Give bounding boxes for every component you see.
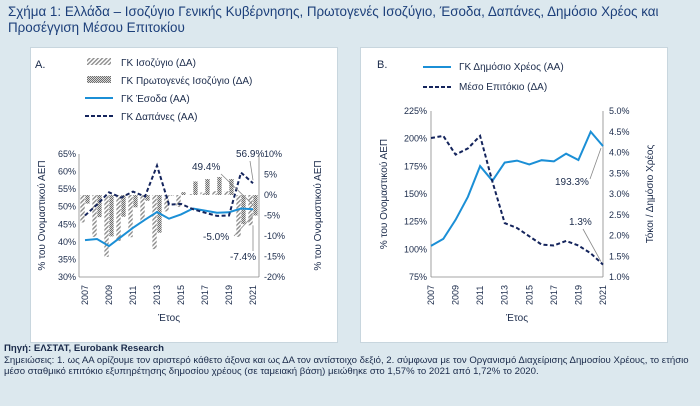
bar-balance-2007 xyxy=(80,195,84,222)
legend-label-rate: Μέσο Επιτόκιο (ΔΑ) xyxy=(459,82,548,93)
y-tick-right: -10% xyxy=(264,231,286,241)
y-tick-left: 150% xyxy=(403,189,427,199)
x-tick-2015: 2015 xyxy=(524,284,535,305)
panel-label: B. xyxy=(377,59,388,71)
bar-primary-2008 xyxy=(97,195,101,217)
y-tick-right: 3.5% xyxy=(609,168,630,179)
x-tick-2009: 2009 xyxy=(104,284,114,305)
y-tick-left: 75% xyxy=(408,272,427,282)
x-tick-2021: 2021 xyxy=(598,284,608,305)
y-tick-left: 60% xyxy=(57,166,76,177)
y-tick-left: 125% xyxy=(403,216,427,227)
y-tick-right: 0% xyxy=(264,190,278,200)
x-tick-2013: 2013 xyxy=(499,284,510,305)
annotation-leader-rate xyxy=(583,229,601,262)
y-tick-left: 55% xyxy=(57,184,76,195)
bar-balance-2008 xyxy=(92,195,96,237)
y-tick-left: 200% xyxy=(403,133,427,144)
x-tick-2011: 2011 xyxy=(128,285,138,305)
y-tick-right: 1.0% xyxy=(609,272,630,282)
chart-panel-b xyxy=(360,47,668,343)
legend-label-debt: ΓΚ Δημόσιο Χρέος (ΑΑ) xyxy=(459,62,564,73)
bar-primary-2009 xyxy=(109,195,113,236)
x-tick-2019: 2019 xyxy=(573,284,584,305)
y-tick-left: 45% xyxy=(57,219,76,230)
x-tick-2011: 2011 xyxy=(475,285,486,305)
legend-label-revenue: ΓΚ Έσοδα (ΑΑ) xyxy=(121,94,190,105)
y-tick-left: 35% xyxy=(57,254,76,265)
chart-a-svg xyxy=(31,48,337,342)
y-tick-right: -5% xyxy=(264,210,281,221)
figure-footer xyxy=(4,343,696,378)
bar-primary-2007 xyxy=(85,195,89,204)
legend-swatch-balance xyxy=(87,58,111,65)
bar-primary-2019 xyxy=(229,179,233,195)
x-tick-2017: 2017 xyxy=(548,284,559,305)
legend-label-primary: ΓΚ Πρωτογενές Ισοζύγιο (ΔΑ) xyxy=(121,76,253,87)
bar-primary-2015 xyxy=(181,192,185,195)
x-tick-2009: 2009 xyxy=(450,284,461,305)
notes-text: Σημειώσεις: 1. ως ΑΑ ορίζουμε τον αριστερό κάθετο άξονα και ως ΔΑ τον αντίστοιχο δεξιό, 2. σύμφωνα με τον Οργανισμό Διαχείρισης Δημοσίου Χρέους, το ετήσιο μέσο σταθμικό επιτόκιο εξυπηρέτησης δημοσίου χρέους (σε ταμειακή βάση) μειώθηκε στο 1,57% το 2021 από 1,72% το 2020. xyxy=(4,354,689,378)
bar-balance-2015 xyxy=(176,195,180,207)
bar-primary-2014 xyxy=(169,195,173,196)
y-axis-title-right: % του Ονομαστικού ΑΕΠ xyxy=(313,160,324,271)
bar-primary-2021 xyxy=(253,195,257,216)
bar-balance-2013 xyxy=(152,195,156,249)
x-axis-title: Έτος xyxy=(157,313,181,324)
bar-primary-2010 xyxy=(121,195,125,217)
y-tick-right: 5% xyxy=(264,169,278,180)
panel-label: A. xyxy=(35,59,46,71)
annotation-leader-debt xyxy=(590,148,601,179)
bar-balance-2017 xyxy=(200,193,204,195)
y-axis-title-left: % του Ονομαστικού ΑΕΠ xyxy=(37,160,48,271)
y-tick-right: 1.5% xyxy=(609,251,630,262)
y-tick-right: 10% xyxy=(264,149,283,159)
bar-primary-2016 xyxy=(193,181,197,195)
y-tick-left: 50% xyxy=(57,201,76,212)
y-tick-right: -15% xyxy=(264,251,286,262)
annotation-leader-expenditure xyxy=(250,161,253,180)
annotation-revenue-2021: 49.4% xyxy=(192,162,221,173)
bar-balance-2012 xyxy=(140,195,144,222)
y-tick-right: 4.0% xyxy=(609,147,630,158)
x-tick-2013: 2013 xyxy=(152,284,162,305)
bar-primary-2017 xyxy=(205,179,209,195)
y-tick-left: 175% xyxy=(403,161,427,172)
y-tick-left: 40% xyxy=(57,236,76,247)
annotation-expenditure-2021: 56.9% xyxy=(236,149,265,160)
bar-balance-2018 xyxy=(212,191,216,195)
x-axis-title: Έτος xyxy=(505,313,529,324)
y-tick-left: 100% xyxy=(403,244,427,255)
bar-balance-2021 xyxy=(248,195,252,225)
annotation-rate-2021: 1.3% xyxy=(569,217,592,228)
y-axis-title-right: Τόκοι / Δημόσιο Χρέος xyxy=(645,144,656,244)
source-note: Πηγή: ΕΛΣΤΑΤ, Eurobank Research xyxy=(4,343,164,354)
y-tick-right: -20% xyxy=(264,272,286,282)
x-tick-2015: 2015 xyxy=(176,284,186,305)
y-tick-right: 2.0% xyxy=(609,230,630,241)
annotation-balance-2021: -7.4% xyxy=(230,252,257,263)
y-tick-left: 65% xyxy=(57,149,76,159)
legend-label-balance: ΓΚ Ισοζύγιο (ΔΑ) xyxy=(121,58,196,69)
legend-label-expenditure: ΓΚ Δαπάνες (ΑΑ) xyxy=(121,112,198,123)
x-tick-2007: 2007 xyxy=(426,284,436,305)
x-tick-2017: 2017 xyxy=(200,284,210,305)
x-tick-2007: 2007 xyxy=(80,284,90,305)
bar-primary-2011 xyxy=(133,195,137,207)
x-tick-2019: 2019 xyxy=(224,284,234,305)
bar-primary-2018 xyxy=(217,177,221,195)
figure-title: Σχήμα 1: Ελλάδα – Ισοζύγιο Γενικής Κυβέρνησης, Πρωτογενές Ισοζύγιο, Έσοδα, Δαπάνες, Δημόσιο Χρέος και Προσέγγιση Μέσου Επιτοκίου xyxy=(8,4,659,35)
annotation-primary-2021: -5.0% xyxy=(203,232,230,243)
x-tick-2021: 2021 xyxy=(248,284,258,305)
annotation-debt-2021: 193.3% xyxy=(555,177,589,188)
y-tick-right: 5.0% xyxy=(609,106,630,116)
y-tick-right: 2.5% xyxy=(609,209,630,220)
legend-swatch-primary xyxy=(87,76,111,83)
line-average-rate xyxy=(431,136,603,265)
y-tick-left: 225% xyxy=(403,106,427,116)
bar-balance-2016 xyxy=(188,194,192,195)
y-axis-title-left: % του Ονομαστικού ΑΕΠ xyxy=(379,138,390,250)
y-tick-left: 30% xyxy=(57,272,76,282)
bar-balance-2019 xyxy=(224,191,228,195)
chart-b-svg xyxy=(361,48,667,342)
bar-balance-2010 xyxy=(116,195,120,241)
chart-panel-a xyxy=(30,47,338,343)
y-tick-right: 4.5% xyxy=(609,126,630,137)
bar-balance-2009 xyxy=(104,195,108,257)
y-tick-right: 3.0% xyxy=(609,189,630,199)
